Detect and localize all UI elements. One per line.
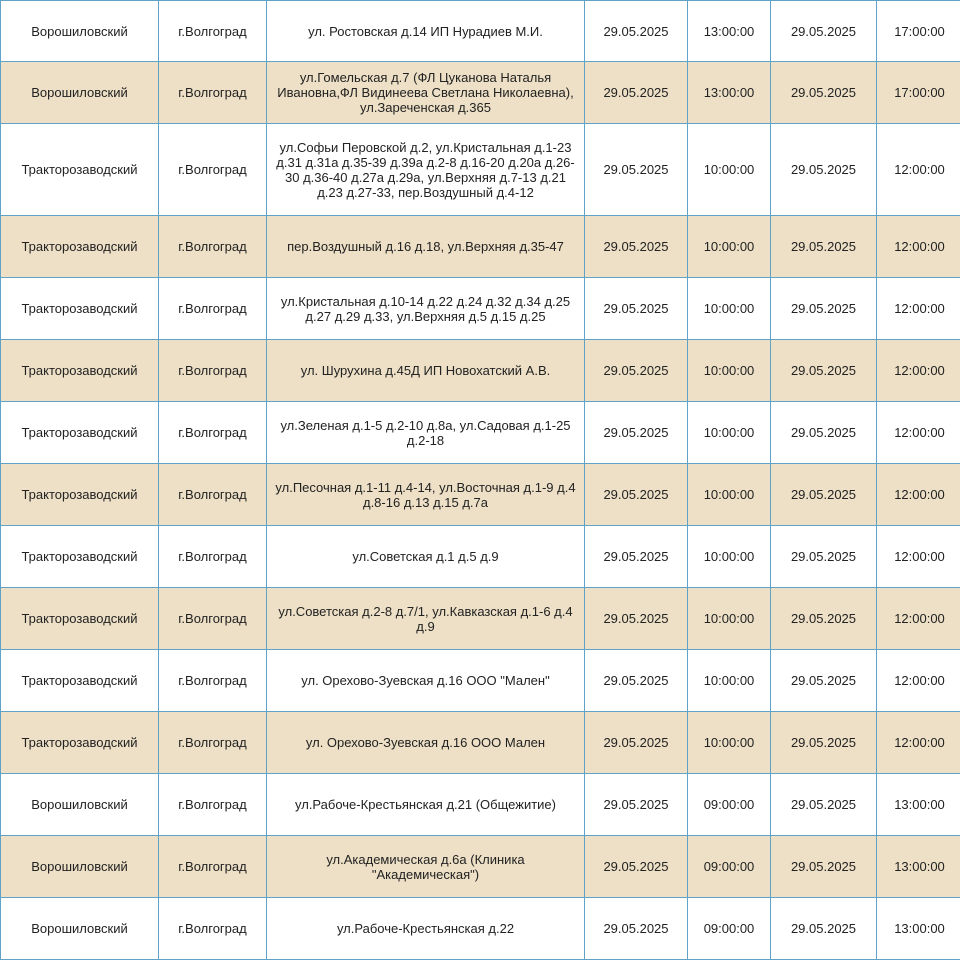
end-time-cell: 12:00:00 (877, 712, 960, 774)
city-cell: г.Волгоград (159, 526, 267, 588)
district-cell: Тракторозаводский (1, 588, 159, 650)
table-row (1, 526, 960, 588)
start-time-cell: 10:00:00 (688, 124, 771, 216)
end-time-cell: 17:00:00 (877, 62, 960, 124)
end-date-cell: 29.05.2025 (771, 216, 877, 278)
end-time-cell: 12:00:00 (877, 340, 960, 402)
end-time-cell: 12:00:00 (877, 402, 960, 464)
address-cell: ул. Орехово-Зуевская д.16 ООО "Мален" (267, 650, 585, 712)
start-date-cell: 29.05.2025 (585, 216, 688, 278)
address-cell: ул.Кристальная д.10-14 д.22 д.24 д.32 д.34 д.25 д.27 д.29 д.33, ул.Верхняя д.5 д.15 д.25 (267, 278, 585, 340)
address-cell: ул. Ростовская д.14 ИП Нурадиев М.И. (267, 1, 585, 62)
district-cell: Ворошиловский (1, 774, 159, 836)
address-cell: ул. Шурухина д.45Д ИП Новохатский А.В. (267, 340, 585, 402)
city-cell: г.Волгоград (159, 62, 267, 124)
table-row (1, 402, 960, 464)
start-date-cell: 29.05.2025 (585, 402, 688, 464)
city-cell: г.Волгоград (159, 712, 267, 774)
city-cell: г.Волгоград (159, 836, 267, 898)
table-row (1, 712, 960, 774)
table-row (1, 340, 960, 402)
start-time-cell: 09:00:00 (688, 774, 771, 836)
start-date-cell: 29.05.2025 (585, 62, 688, 124)
district-cell: Тракторозаводский (1, 278, 159, 340)
start-time-cell: 10:00:00 (688, 278, 771, 340)
city-cell: г.Волгоград (159, 774, 267, 836)
end-date-cell: 29.05.2025 (771, 898, 877, 960)
end-date-cell: 29.05.2025 (771, 402, 877, 464)
end-time-cell: 13:00:00 (877, 898, 960, 960)
start-time-cell: 10:00:00 (688, 712, 771, 774)
address-cell: ул.Гомельская д.7 (ФЛ Цуканова Наталья Ивановна,ФЛ Видинеева Светлана Николаевна), ул.Зареченская д.365 (267, 62, 585, 124)
address-cell: ул.Рабоче-Крестьянская д.22 (267, 898, 585, 960)
address-cell: ул.Советская д.1 д.5 д.9 (267, 526, 585, 588)
city-cell: г.Волгоград (159, 216, 267, 278)
start-date-cell: 29.05.2025 (585, 464, 688, 526)
table-row (1, 278, 960, 340)
end-time-cell: 12:00:00 (877, 588, 960, 650)
end-date-cell: 29.05.2025 (771, 712, 877, 774)
table-body (1, 1, 960, 960)
end-date-cell: 29.05.2025 (771, 464, 877, 526)
table-row (1, 774, 960, 836)
end-time-cell: 12:00:00 (877, 650, 960, 712)
start-time-cell: 13:00:00 (688, 1, 771, 62)
end-time-cell: 13:00:00 (877, 836, 960, 898)
start-date-cell: 29.05.2025 (585, 588, 688, 650)
end-time-cell: 12:00:00 (877, 464, 960, 526)
address-cell: ул.Советская д.2-8 д.7/1, ул.Кавказская д.1-6 д.4 д.9 (267, 588, 585, 650)
start-date-cell: 29.05.2025 (585, 1, 688, 62)
end-time-cell: 12:00:00 (877, 216, 960, 278)
table-row (1, 62, 960, 124)
end-time-cell: 13:00:00 (877, 774, 960, 836)
district-cell: Тракторозаводский (1, 526, 159, 588)
address-cell: ул.Зеленая д.1-5 д.2-10 д.8а, ул.Садовая д.1-25 д.2-18 (267, 402, 585, 464)
district-cell: Тракторозаводский (1, 650, 159, 712)
city-cell: г.Волгоград (159, 278, 267, 340)
start-date-cell: 29.05.2025 (585, 526, 688, 588)
start-time-cell: 10:00:00 (688, 402, 771, 464)
address-cell: ул. Орехово-Зуевская д.16 ООО Мален (267, 712, 585, 774)
district-cell: Тракторозаводский (1, 216, 159, 278)
address-cell: ул.Рабоче-Крестьянская д.21 (Общежитие) (267, 774, 585, 836)
start-date-cell: 29.05.2025 (585, 650, 688, 712)
end-date-cell: 29.05.2025 (771, 650, 877, 712)
address-cell: ул.Академическая д.6а (Клиника "Академическая") (267, 836, 585, 898)
city-cell: г.Волгоград (159, 650, 267, 712)
end-date-cell: 29.05.2025 (771, 124, 877, 216)
end-time-cell: 12:00:00 (877, 278, 960, 340)
district-cell: Тракторозаводский (1, 402, 159, 464)
start-date-cell: 29.05.2025 (585, 898, 688, 960)
district-cell: Тракторозаводский (1, 464, 159, 526)
table-row (1, 836, 960, 898)
start-date-cell: 29.05.2025 (585, 712, 688, 774)
table-row (1, 588, 960, 650)
end-date-cell: 29.05.2025 (771, 1, 877, 62)
start-date-cell: 29.05.2025 (585, 774, 688, 836)
district-cell: Тракторозаводский (1, 124, 159, 216)
end-date-cell: 29.05.2025 (771, 278, 877, 340)
start-date-cell: 29.05.2025 (585, 340, 688, 402)
end-date-cell: 29.05.2025 (771, 836, 877, 898)
start-time-cell: 10:00:00 (688, 588, 771, 650)
start-time-cell: 10:00:00 (688, 216, 771, 278)
district-cell: Ворошиловский (1, 898, 159, 960)
end-date-cell: 29.05.2025 (771, 62, 877, 124)
start-time-cell: 09:00:00 (688, 836, 771, 898)
end-time-cell: 12:00:00 (877, 526, 960, 588)
start-time-cell: 10:00:00 (688, 650, 771, 712)
start-date-cell: 29.05.2025 (585, 278, 688, 340)
end-date-cell: 29.05.2025 (771, 526, 877, 588)
end-time-cell: 17:00:00 (877, 1, 960, 62)
end-date-cell: 29.05.2025 (771, 774, 877, 836)
city-cell: г.Волгоград (159, 402, 267, 464)
end-date-cell: 29.05.2025 (771, 588, 877, 650)
district-cell: Ворошиловский (1, 1, 159, 62)
city-cell: г.Волгоград (159, 124, 267, 216)
district-cell: Тракторозаводский (1, 340, 159, 402)
address-cell: ул.Песочная д.1-11 д.4-14, ул.Восточная д.1-9 д.4 д.8-16 д.13 д.15 д.7а (267, 464, 585, 526)
district-cell: Ворошиловский (1, 62, 159, 124)
city-cell: г.Волгоград (159, 340, 267, 402)
start-date-cell: 29.05.2025 (585, 836, 688, 898)
district-cell: Тракторозаводский (1, 712, 159, 774)
table-row (1, 124, 960, 216)
address-cell: ул.Софьи Перовской д.2, ул.Кристальная д.1-23 д.31 д.31а д.35-39 д.39а д.2-8 д.16-20 д.20а д.26-30 д.36-40 д.27а д.29а, ул.Верхняя д.7-13 д.21 д.23 д.27-33, пер.Воздушный д.4-12 (267, 124, 585, 216)
city-cell: г.Волгоград (159, 588, 267, 650)
table-row (1, 216, 960, 278)
end-date-cell: 29.05.2025 (771, 340, 877, 402)
start-time-cell: 10:00:00 (688, 340, 771, 402)
district-cell: Ворошиловский (1, 836, 159, 898)
start-time-cell: 10:00:00 (688, 526, 771, 588)
table-row (1, 464, 960, 526)
city-cell: г.Волгоград (159, 898, 267, 960)
table-row (1, 898, 960, 960)
start-time-cell: 09:00:00 (688, 898, 771, 960)
end-time-cell: 12:00:00 (877, 124, 960, 216)
city-cell: г.Волгоград (159, 464, 267, 526)
table-row (1, 1, 960, 62)
city-cell: г.Волгоград (159, 1, 267, 62)
address-cell: пер.Воздушный д.16 д.18, ул.Верхняя д.35-47 (267, 216, 585, 278)
start-time-cell: 10:00:00 (688, 464, 771, 526)
start-time-cell: 13:00:00 (688, 62, 771, 124)
start-date-cell: 29.05.2025 (585, 124, 688, 216)
table-row (1, 650, 960, 712)
